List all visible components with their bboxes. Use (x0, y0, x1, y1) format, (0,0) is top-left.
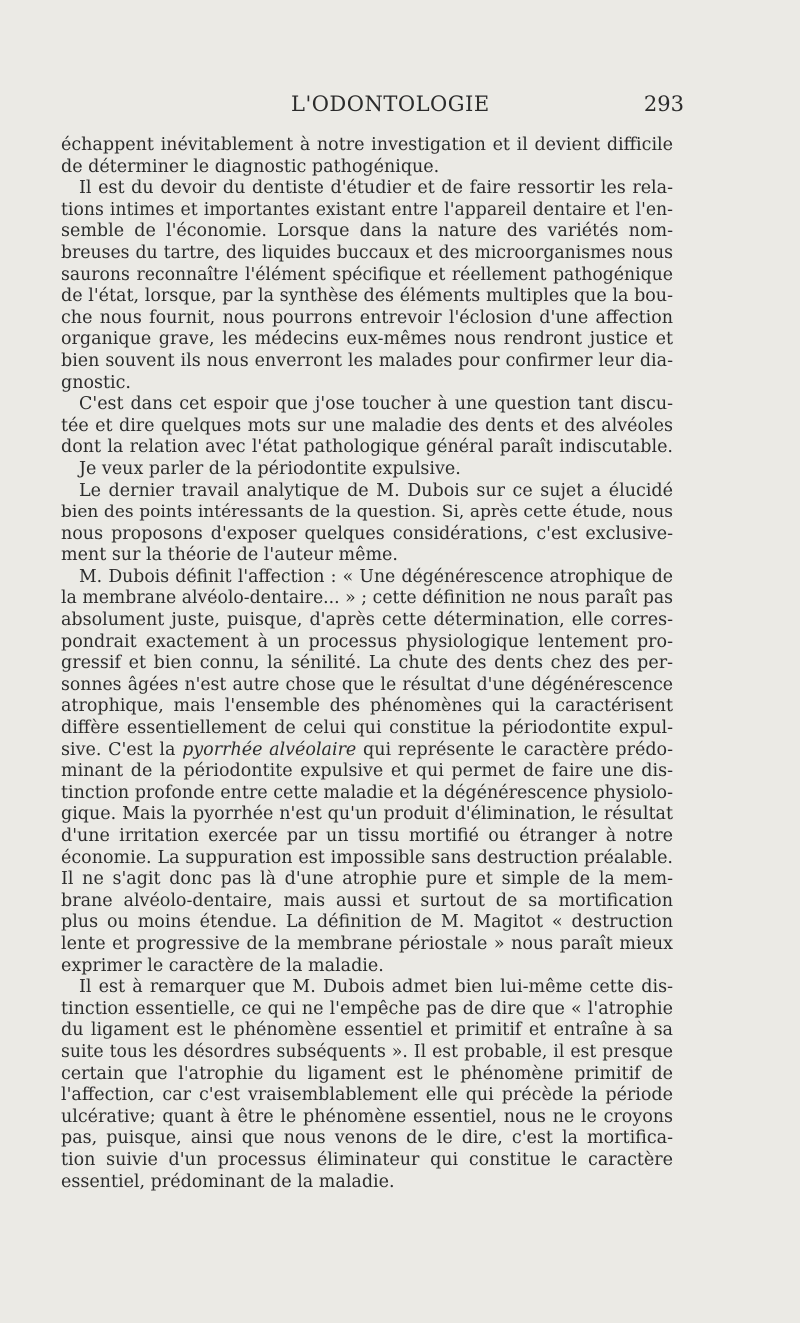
text-line: d'une irritation exercée par un tissu mortifié ou étranger à notre (61, 826, 673, 846)
text-line: atrophique, mais l'ensemble des phénomènes qui la caractérisent (61, 696, 673, 717)
text-line: minant de la périodontite expulsive et qui permet de faire une dis- (61, 761, 673, 782)
text-line: sonnes âgées n'est autre chose que le résultat d'une dégénérescence (61, 674, 673, 695)
text-line: tinction essentielle, ce qui ne l'empêche pas de dire que « l'atrophie (61, 998, 673, 1019)
text-line: suite tous les désordres subséquents ». Il est probable, il est presque (61, 1041, 673, 1062)
text-line: bien des points intéressants de la question. Si, après cette étude, nous (61, 502, 673, 523)
text-line: C'est dans cet espoir que j'ose toucher à une question tant discu- (79, 394, 673, 415)
page-number: 293 (643, 92, 684, 116)
text-line: tions intimes et importantes existant entre l'appareil dentaire et l'en- (61, 199, 673, 220)
italic-term: pyorrhée alvéolaire (182, 739, 357, 760)
text-line: M. Dubois définit l'affection : « Une dégénérescence atrophique de (79, 566, 673, 587)
text-segment: qui représente le caractère prédo- (356, 739, 673, 760)
text-line: échappent inévitablement à notre investigation et il devient difficile (61, 135, 673, 155)
text-line: Je veux parler de la périodontite expulsive. (79, 458, 461, 479)
text-segment: sive. C'est la (61, 739, 183, 760)
text-line: brane alvéolo-dentaire, mais aussi et surtout de sa mortification (61, 890, 673, 911)
text-line: du ligament est le phénomène essentiel et primitif et entraîne à sa (61, 1020, 673, 1041)
body-text (61, 135, 673, 1193)
page-header (60, 92, 684, 122)
text-line: bien souvent ils nous enverront les malades pour confirmer leur dia- (61, 350, 673, 371)
text-line: pas, puisque, ainsi que nous venons de le dire, c'est la mortifica- (61, 1128, 673, 1149)
text-line: pondrait exactement à un processus physiologique lentement pro- (61, 631, 673, 652)
text-line: dont la relation avec l'état pathologique général paraît indiscutable. (61, 437, 673, 458)
text-line: Il ne s'agit donc pas là d'une atrophie pure et simple de la mem- (61, 869, 673, 890)
text-line: la membrane alvéolo-dentaire... » ; cette définition ne nous paraît pas (61, 588, 673, 609)
text-line: l'affection, car c'est vraisemblablement elle qui précède la période (61, 1085, 673, 1106)
text-line: gique. Mais la pyorrhée n'est qu'un produit d'élimination, le résultat (61, 804, 673, 825)
text-line: essentiel, prédominant de la maladie. (61, 1171, 395, 1192)
text-line: nous proposons d'exposer quelques considérations, c'est exclusive- (61, 523, 673, 544)
text-line: ment sur la théorie de l'auteur même. (61, 545, 398, 566)
text-line (61, 740, 673, 762)
text-line: tion suivie d'un processus éliminateur qui constitue le caractère (61, 1149, 673, 1170)
text-line: Le dernier travail analytique de M. Dubois sur ce sujet a élucidé (79, 480, 673, 501)
text-line: organique grave, les médecins eux-mêmes nous rendront justice et (61, 329, 673, 350)
text-line: semble de l'économie. Lorsque dans la nature des variétés nom- (61, 221, 673, 242)
text-line: certain que l'atrophie du ligament est le phénomène primitif de (61, 1063, 673, 1084)
text-line: lente et progressive de la membrane périostale » nous paraît mieux (61, 933, 673, 954)
text-line: tinction profonde entre cette maladie et la dégénérescence physiolo- (61, 782, 673, 803)
text-line: économie. La suppuration est impossible sans destruction préalable. (61, 847, 673, 868)
text-line: tée et dire quelques mots sur une maladie des dents et des alvéoles (61, 415, 673, 436)
text-line: che nous fournit, nous pourrons entrevoir l'éclosion d'une affection (61, 307, 673, 328)
text-line: exprimer le caractère de la maladie. (61, 955, 384, 976)
text-line: diffère essentiellement de celui qui constitue la périodontite expul- (61, 718, 673, 739)
running-title: L'ODONTOLOGIE (291, 92, 490, 116)
text-line: gressif et bien connu, la sénilité. La chute des dents chez des per- (61, 653, 673, 674)
text-line: breuses du tartre, des liquides buccaux et des microorganismes nous (61, 242, 673, 263)
text-line: Il est à remarquer que M. Dubois admet bien lui-même cette dis- (79, 977, 673, 998)
text-line: absolument juste, puisque, d'après cette détermination, elle corres- (61, 610, 673, 631)
text-line: ulcérative; quant à être le phénomène essentiel, nous ne le croyons (61, 1106, 673, 1127)
text-line: de déterminer le diagnostic pathogénique. (61, 156, 440, 177)
text-line: gnostic. (61, 372, 131, 393)
text-line: de l'état, lorsque, par la synthèse des éléments multiples que la bou- (61, 286, 673, 307)
text-line: Il est du devoir du dentiste d'étudier et de faire ressortir les rela- (79, 178, 673, 199)
text-line: plus ou moins étendue. La définition de M. Magitot « destruction (61, 912, 673, 933)
text-line: saurons reconnaître l'élément spécifique et réellement pathogénique (61, 264, 673, 285)
